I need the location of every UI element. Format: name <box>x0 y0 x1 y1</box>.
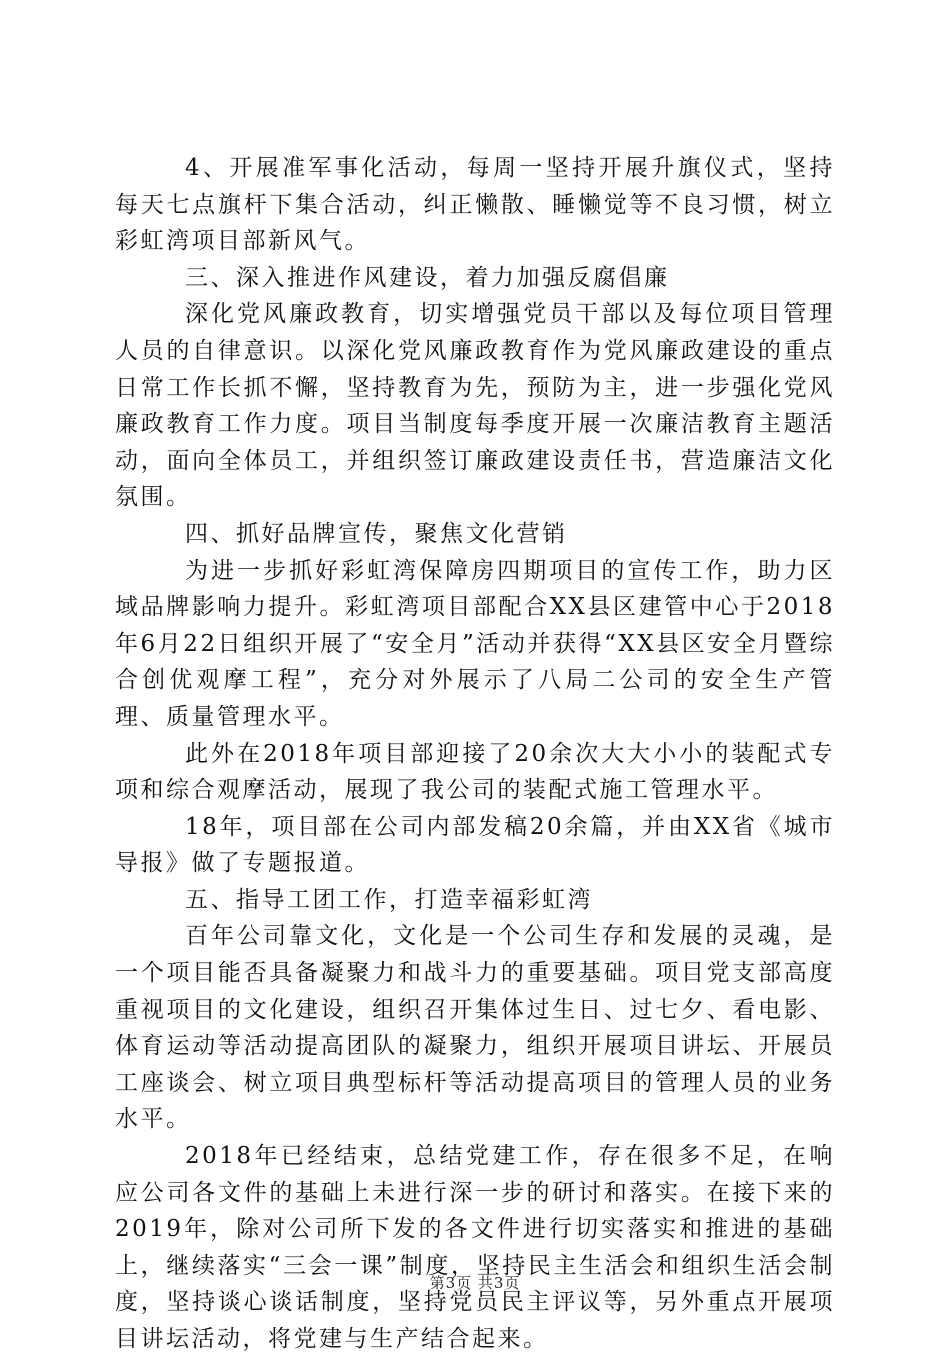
paragraph-summary-outlook: 2018年已经结束，总结党建工作，存在很多不足，在响应公司各文件的基础上未进行深一步的研讨和落实。在接下来的2019年，除对公司所下发的各文件进行切实落实和推进的基础上，继续落实“三会一课”制度，坚持民主生活会和组织生活会制度，坚持谈心谈话制度，坚持党员民主评议等，另外重点开展项目讲坛活动，将党建与生产结合起来。 <box>115 1143 835 1352</box>
paragraph-brand-promotion: 为进一步抓好彩虹湾保障房四期项目的宣传工作，助力区域品牌影响力提升。彩虹湾项目部配合XX县区建管中心于2018年6月22日组织开展了“安全月”活动并获得“XX县区安全月暨综合创优观摩工程”，充分对外展示了八局二公司的安全生产管理、质量管理水平。 <box>115 557 835 730</box>
paragraph-military-training: 4、开展准军事化活动，每周一坚持开展升旗仪式，坚持每天七点旗杆下集合活动，纠正懒散、睡懒觉等不良习惯，树立彩虹湾项目部新风气。 <box>115 155 835 255</box>
paragraph-culture-building: 百年公司靠文化，文化是一个公司生存和发展的灵魂，是一个项目能否具备凝聚力和战斗力的重要基础。项目党支部高度重视项目的文化建设，组织召开集体过生日、过七夕、看电影、体育运动等活动提高团队的凝聚力，组织开展项目讲坛、开展员工座谈会、树立项目典型标杆等活动提高项目的管理人员的业务水平。 <box>115 923 835 1133</box>
paragraph-publications: 18年，项目部在公司内部发稿20余篇，并由XX省《城市导报》做了专题报道。 <box>115 813 835 877</box>
paragraph-integrity-education: 深化党风廉政教育，切实增强党员干部以及每位项目管理人员的自律意识。以深化党风廉政教育作为党风廉政建设的重点日常工作长抓不懈，坚持教育为先，预防为主，进一步强化党风廉政教育工作力度。项目当制度每季度开展一次廉洁教育主题活动，面向全体员工，并组织签订廉政建设责任书，营造廉洁文化氛围。 <box>115 301 835 511</box>
page-number-footer: 第3页 共3页 <box>429 1274 521 1292</box>
document-body <box>115 150 835 1358</box>
paragraph-observation-activities: 此外在2018年项目部迎接了20余次大大小小的装配式专项和综合观摩活动，展现了我公司的装配式施工管理水平。 <box>115 740 835 804</box>
section-heading-brand-promotion: 四、抓好品牌宣传，聚焦文化营销 <box>185 520 568 547</box>
section-heading-union-work: 五、指导工团工作，打造幸福彩虹湾 <box>185 886 593 913</box>
section-heading-anti-corruption: 三、深入推进作风建设，着力加强反腐倡廉 <box>185 264 670 291</box>
